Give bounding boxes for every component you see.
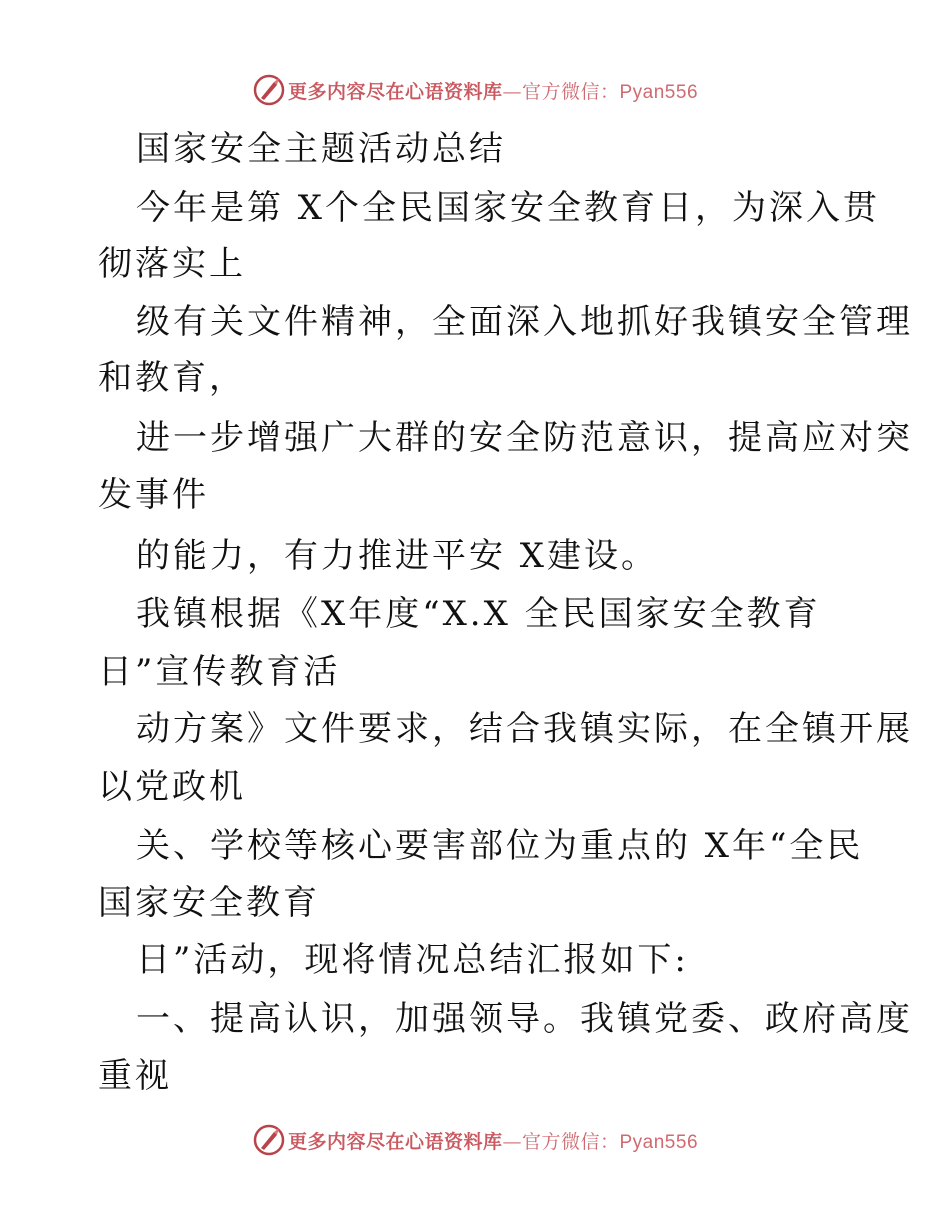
doc-line: 我镇根据《X年度“X.X 全民国家安全教育 [136, 594, 821, 634]
feather-pen-circle-icon [252, 73, 286, 107]
doc-line: 和教育， [98, 358, 246, 398]
watermark-main: 更多内容尽在心语资料库 [287, 80, 503, 103]
watermark-wechat: 官方微信：Pyan556 [522, 81, 699, 103]
doc-line: 发事件 [98, 475, 209, 515]
doc-line: 今年是第 X个全民国家安全教育日，为深入贯 [136, 188, 881, 228]
watermark-wechat: 官方微信：Pyan556 [522, 1131, 699, 1153]
doc-line: 进一步增强广大群的安全防范意识，提高应对突 [136, 418, 913, 458]
watermark-text [288, 1127, 698, 1154]
doc-line: 彻落实上 [98, 244, 246, 284]
doc-line: 的能力，有力推进平安 X建设。 [136, 536, 659, 576]
doc-line: 日”活动，现将情况总结汇报如下: [136, 940, 689, 980]
doc-line: 动方案》文件要求，结合我镇实际，在全镇开展 [136, 709, 913, 749]
watermark-main: 更多内容尽在心语资料库 [287, 1130, 503, 1153]
watermark-separator: — [502, 80, 522, 103]
doc-line: 以党政机 [98, 767, 246, 807]
watermark-separator: — [502, 1130, 522, 1153]
doc-title: 国家安全主题活动总结 [136, 129, 506, 169]
doc-line: 国家安全教育 [98, 883, 320, 923]
feather-pen-circle-icon [252, 1123, 286, 1157]
footer-watermark [0, 1120, 950, 1160]
doc-line: 重视 [98, 1056, 172, 1096]
doc-line: 级有关文件精神，全面深入地抓好我镇安全管理 [136, 302, 913, 342]
doc-line: 一、提高认识，加强领导。我镇党委、政府高度 [136, 999, 913, 1039]
doc-line: 日”宣传教育活 [98, 652, 341, 692]
header-watermark [0, 70, 950, 110]
doc-line: 关、学校等核心要害部位为重点的 X年“全民 [136, 826, 864, 866]
watermark-text [288, 77, 698, 104]
